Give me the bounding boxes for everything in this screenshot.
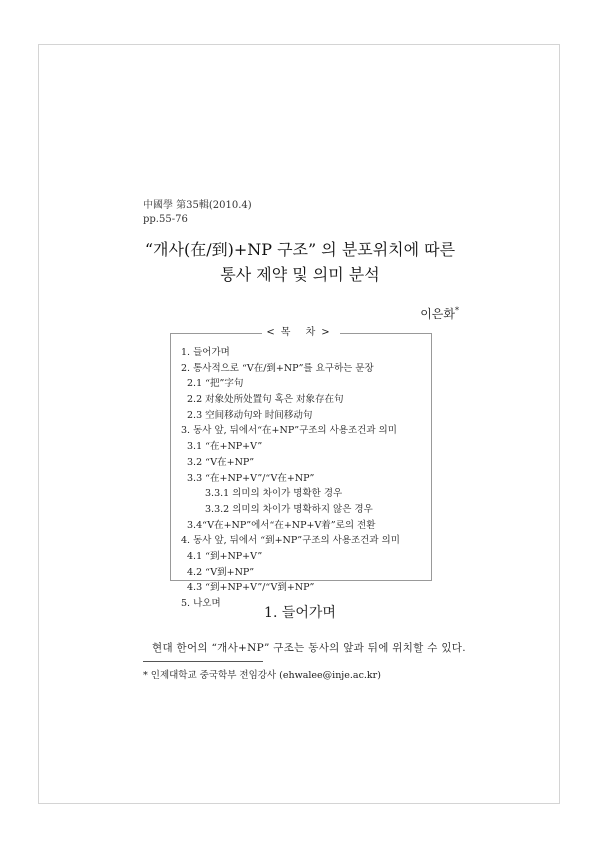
toc-item: 2.2 对象处所处置句 혹은 对象存在句 bbox=[187, 394, 344, 406]
author bbox=[420, 305, 459, 322]
footnote: * 인제대학교 중국학부 전임강사 (ehwalee@inje.ac.kr) bbox=[143, 670, 381, 681]
author-footnote-mark: * bbox=[455, 306, 459, 315]
toc-heading: <목 차> bbox=[262, 327, 339, 338]
toc-item: 3.2 “V在+NP” bbox=[187, 456, 255, 468]
journal-info bbox=[143, 199, 252, 227]
paper-title-line-2: 통사 제약 및 의미 분석 bbox=[220, 265, 380, 284]
body-paragraph: 현대 한어의 “개사+NP” 구조는 동사의 앞과 뒤에 위치할 수 있다. bbox=[152, 642, 466, 654]
toc-item: 1. 들어가며 bbox=[181, 347, 230, 358]
toc-list bbox=[181, 345, 400, 612]
toc-item: 5. 나오며 bbox=[181, 598, 221, 609]
toc-item: 3.4“V在+NP”에서“在+NP+V着”로의 전환 bbox=[187, 519, 376, 531]
table-of-contents bbox=[170, 327, 432, 609]
paper-title-line-1: “개사(在/到)+NP 구조” 의 분포위치에 따른 bbox=[144, 240, 456, 259]
journal-pages: pp.55-76 bbox=[143, 214, 188, 225]
toc-item: 4.2 “V到+NP” bbox=[187, 566, 255, 578]
toc-item: 2.3 空间移动句와 时间移动句 bbox=[187, 409, 313, 421]
toc-item: 3.1 “在+NP+V” bbox=[187, 441, 263, 453]
toc-item: 2.1 “把”字句 bbox=[187, 378, 244, 390]
footnote-divider bbox=[143, 661, 263, 662]
author-name: 이은화 bbox=[420, 307, 455, 321]
toc-item: 4. 동사 앞, 뒤에서 “到+NP”구조의 사용조건과 의미 bbox=[181, 535, 400, 547]
toc-item: 3. 동사 앞, 뒤에서“在+NP”구조의 사용조건과 의미 bbox=[181, 425, 397, 437]
toc-item: 3.3.2 의미의 차이가 명확하지 않은 경우 bbox=[205, 503, 373, 515]
toc-item: 4.1 “到+NP+V” bbox=[187, 550, 263, 562]
section-heading-introduction: 1. 들어가며 bbox=[264, 605, 336, 621]
toc-item: 2. 통사적으로 “V在/到+NP”를 요구하는 문장 bbox=[181, 362, 374, 374]
toc-item: 3.3.1 의미의 차이가 명확한 경우 bbox=[205, 488, 343, 500]
toc-item: 4.3 “到+NP+V”/“V到+NP” bbox=[187, 582, 315, 594]
toc-heading-wrap bbox=[171, 327, 431, 339]
journal-issue: 中國學 第35輯(2010.4) bbox=[143, 200, 252, 211]
toc-item: 3.3 “在+NP+V”/“V在+NP” bbox=[187, 472, 315, 484]
